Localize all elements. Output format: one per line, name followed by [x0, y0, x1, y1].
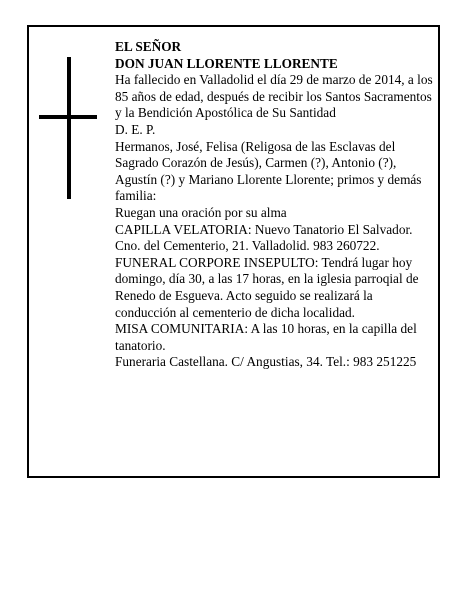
cross-icon — [39, 57, 97, 199]
obituary-title: EL SEÑOR — [115, 39, 182, 54]
funeral-info: FUNERAL CORPORE INSEPULTO: Tendrá lugar hoy domingo, día 30, a las 17 horas, en la iglesia parroqial de Renedo de Esgueva. Acto seguido se realizará la conducción al cementerio de dicha localidad. — [115, 254, 419, 320]
obituary-frame — [27, 25, 440, 478]
cross-vertical-bar — [67, 57, 71, 199]
mass-info: MISA COMUNITARIA: A las 10 horas, en la capilla del tanatorio. — [115, 321, 417, 353]
prayer-request: Ruegan una oración por su alma — [115, 204, 287, 220]
wake-chapel-info: CAPILLA VELATORIA: Nuevo Tanatorio El Salvador. Cno. del Cementerio, 21. Valladolid. 983 260722. — [115, 221, 413, 254]
cross-horizontal-bar — [39, 115, 97, 119]
funeral-home-info: Funeraria Castellana. C/ Angustias, 34. Tel.: 983 251225 — [115, 354, 417, 370]
obituary-text — [115, 39, 435, 371]
family-members: Hermanos, José, Felisa (Religosa de las Esclavas del Sagrado Corazón de Jesús), Carmen (?), Antonio (?), Agustín (?) y Mariano Llorente Llorente; primos y demás familia: — [115, 138, 422, 204]
death-announcement: Ha fallecido en Valladolid el día 29 de marzo de 2014, a los 85 años de edad, después de recibir los Santos Sacramentos y la Bendición Apostólica de Su Santidad — [115, 72, 433, 121]
deceased-name: DON JUAN LLORENTE LLORENTE — [115, 55, 338, 71]
rest-in-peace: D. E. P. — [115, 121, 156, 137]
